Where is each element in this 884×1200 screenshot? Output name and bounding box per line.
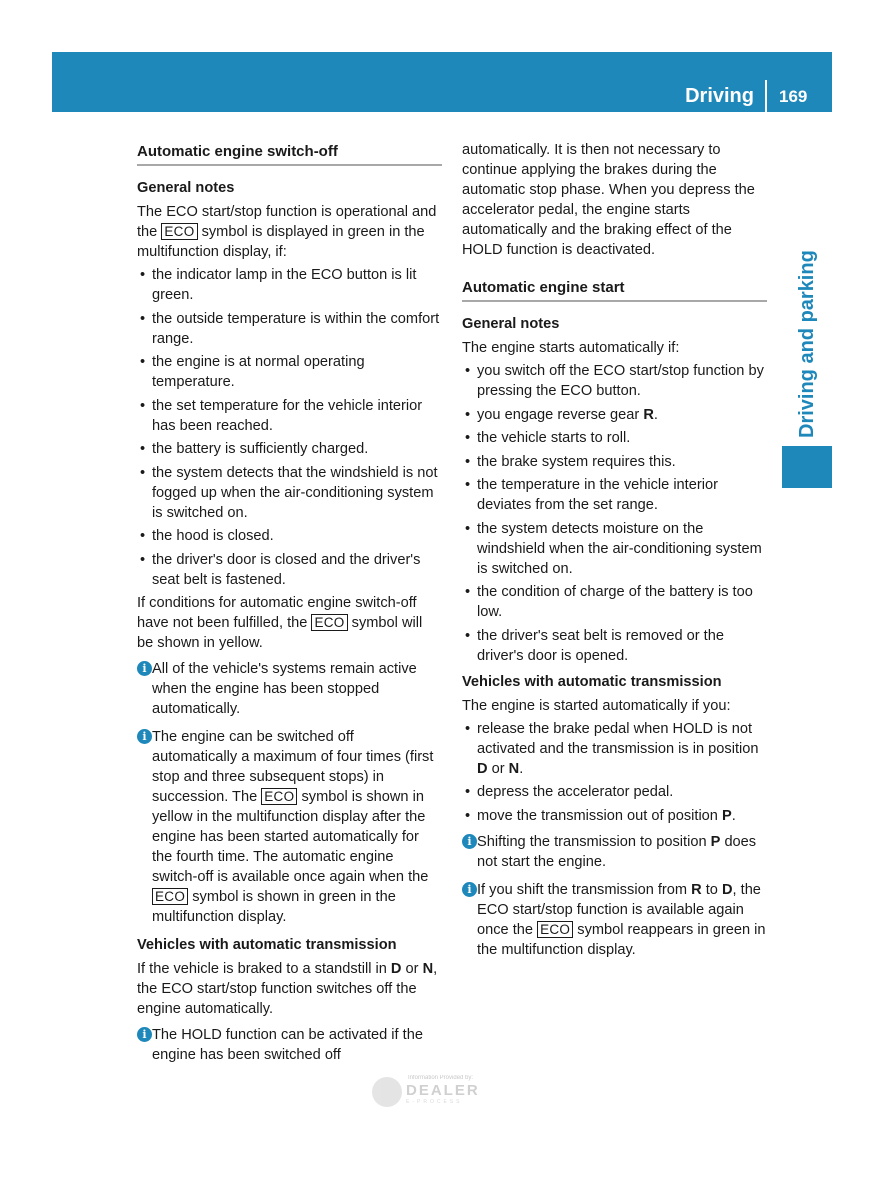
list-item: • the temperature in the vehicle interior deviates from the set range.	[462, 475, 767, 515]
header-divider	[765, 80, 767, 112]
eco-symbol-icon: ECO	[161, 223, 197, 240]
list-item: • the system detects moisture on the windshield when the air-conditioning system is switched on.	[462, 519, 767, 579]
eco-symbol-icon: ECO	[311, 614, 347, 631]
left-general-notes-heading: General notes	[137, 180, 235, 196]
dealer-watermark	[372, 1075, 512, 1115]
right-section-title: Automatic engine start	[462, 278, 767, 302]
list-item: • depress the accelerator pedal.	[462, 782, 767, 802]
info-icon: i	[137, 729, 152, 744]
right-vehicles-intro: The engine is started automatically if you:	[462, 697, 731, 714]
right-intro: The engine starts automatically if:	[462, 340, 680, 356]
info-note: i Shifting the transmission to position P does not start the engine.	[462, 832, 767, 872]
right-column	[462, 140, 767, 968]
eco-symbol-icon: ECO	[261, 788, 297, 805]
info-note: i All of the vehicle's systems remain active when the engine has been stopped automatically.	[137, 659, 442, 719]
left-column	[137, 140, 442, 1073]
left-vehicles-text: If the vehicle is braked to a standstill in D or N, the ECO start/stop function switches off the engine automatically.	[137, 961, 438, 1017]
list-item: • the hood is closed.	[137, 526, 442, 546]
list-item: • you engage reverse gear R.	[462, 405, 767, 425]
watermark-subtitle: E-PROCESS	[406, 1099, 463, 1105]
right-continued-text: automatically. It is then not necessary to continue applying the brakes during the automatic stop phase. When you depress the accelerator pedal, the engine starts automatically and the braking effect of the HOLD function is deactivated.	[462, 142, 755, 258]
info-note: i If you shift the transmission from R to D, the ECO start/stop function is available again once the ECO symbol reappears in green in the multifunction display.	[462, 880, 767, 960]
left-section-title: Automatic engine switch-off	[137, 142, 442, 166]
dealer-logo-icon	[372, 1077, 402, 1107]
left-not-fulfilled-text: If conditions for automatic engine switch-off have not been fulfilled, the ECO symbol will be shown in yellow.	[137, 595, 423, 651]
header-bar	[52, 52, 832, 112]
section-title: Driving	[685, 85, 754, 107]
list-item: • the set temperature for the vehicle interior has been reached.	[137, 396, 442, 436]
info-icon: i	[137, 661, 152, 676]
list-item: • the brake system requires this.	[462, 452, 767, 472]
list-item: • the driver's seat belt is removed or the driver's door is opened.	[462, 626, 767, 666]
left-vehicles-heading: Vehicles with automatic transmission	[137, 937, 397, 953]
list-item: • the system detects that the windshield is not fogged up when the air-conditioning system is switched on.	[137, 463, 442, 523]
auto-transmission-start-list	[462, 719, 767, 826]
list-item: • the condition of charge of the battery is too low.	[462, 582, 767, 622]
list-item: • move the transmission out of position P.	[462, 806, 767, 826]
info-note: i The engine can be switched off automatically a maximum of four times (first stop and three subsequent stops) in succession. The ECO symbol is shown in yellow in the multifunction display after the engine has been started automatically for the fourth time. The automatic engine switch-off is available once again when the ECO symbol is shown in green in the multifunction display.	[137, 727, 442, 927]
page-number: 169	[779, 87, 808, 106]
list-item: • you switch off the ECO start/stop function by pressing the ECO button.	[462, 361, 767, 401]
list-item: • release the brake pedal when HOLD is not activated and the transmission is in position D or N.	[462, 719, 767, 779]
info-icon: i	[462, 882, 477, 897]
info-icon: i	[462, 834, 477, 849]
watermark-caption: Information Provided by:	[408, 1075, 474, 1081]
right-vehicles-heading: Vehicles with automatic transmission	[462, 673, 722, 690]
side-chapter-title: Driving and parking	[796, 250, 818, 438]
switch-off-conditions-list	[137, 265, 442, 590]
eco-symbol-icon: ECO	[152, 888, 188, 905]
list-item: • the battery is sufficiently charged.	[137, 439, 442, 459]
list-item: • the driver's door is closed and the driver's seat belt is fastened.	[137, 550, 442, 590]
list-item: • the engine is at normal operating temperature.	[137, 352, 442, 392]
list-item: • the indicator lamp in the ECO button is lit green.	[137, 265, 442, 305]
watermark-brand: DEALER	[406, 1082, 480, 1099]
side-chapter-tab	[782, 446, 832, 488]
info-note: i The HOLD function can be activated if the engine has been switched off	[137, 1025, 442, 1065]
info-icon: i	[137, 1027, 152, 1042]
list-item: • the outside temperature is within the comfort range.	[137, 309, 442, 349]
engine-start-conditions-list	[462, 361, 767, 666]
right-general-notes-heading: General notes	[462, 316, 560, 332]
eco-symbol-icon: ECO	[537, 921, 573, 938]
left-intro: The ECO start/stop function is operational and the ECO symbol is displayed in green in the multifunction display, if:	[137, 204, 437, 260]
list-item: • the vehicle starts to roll.	[462, 428, 767, 448]
